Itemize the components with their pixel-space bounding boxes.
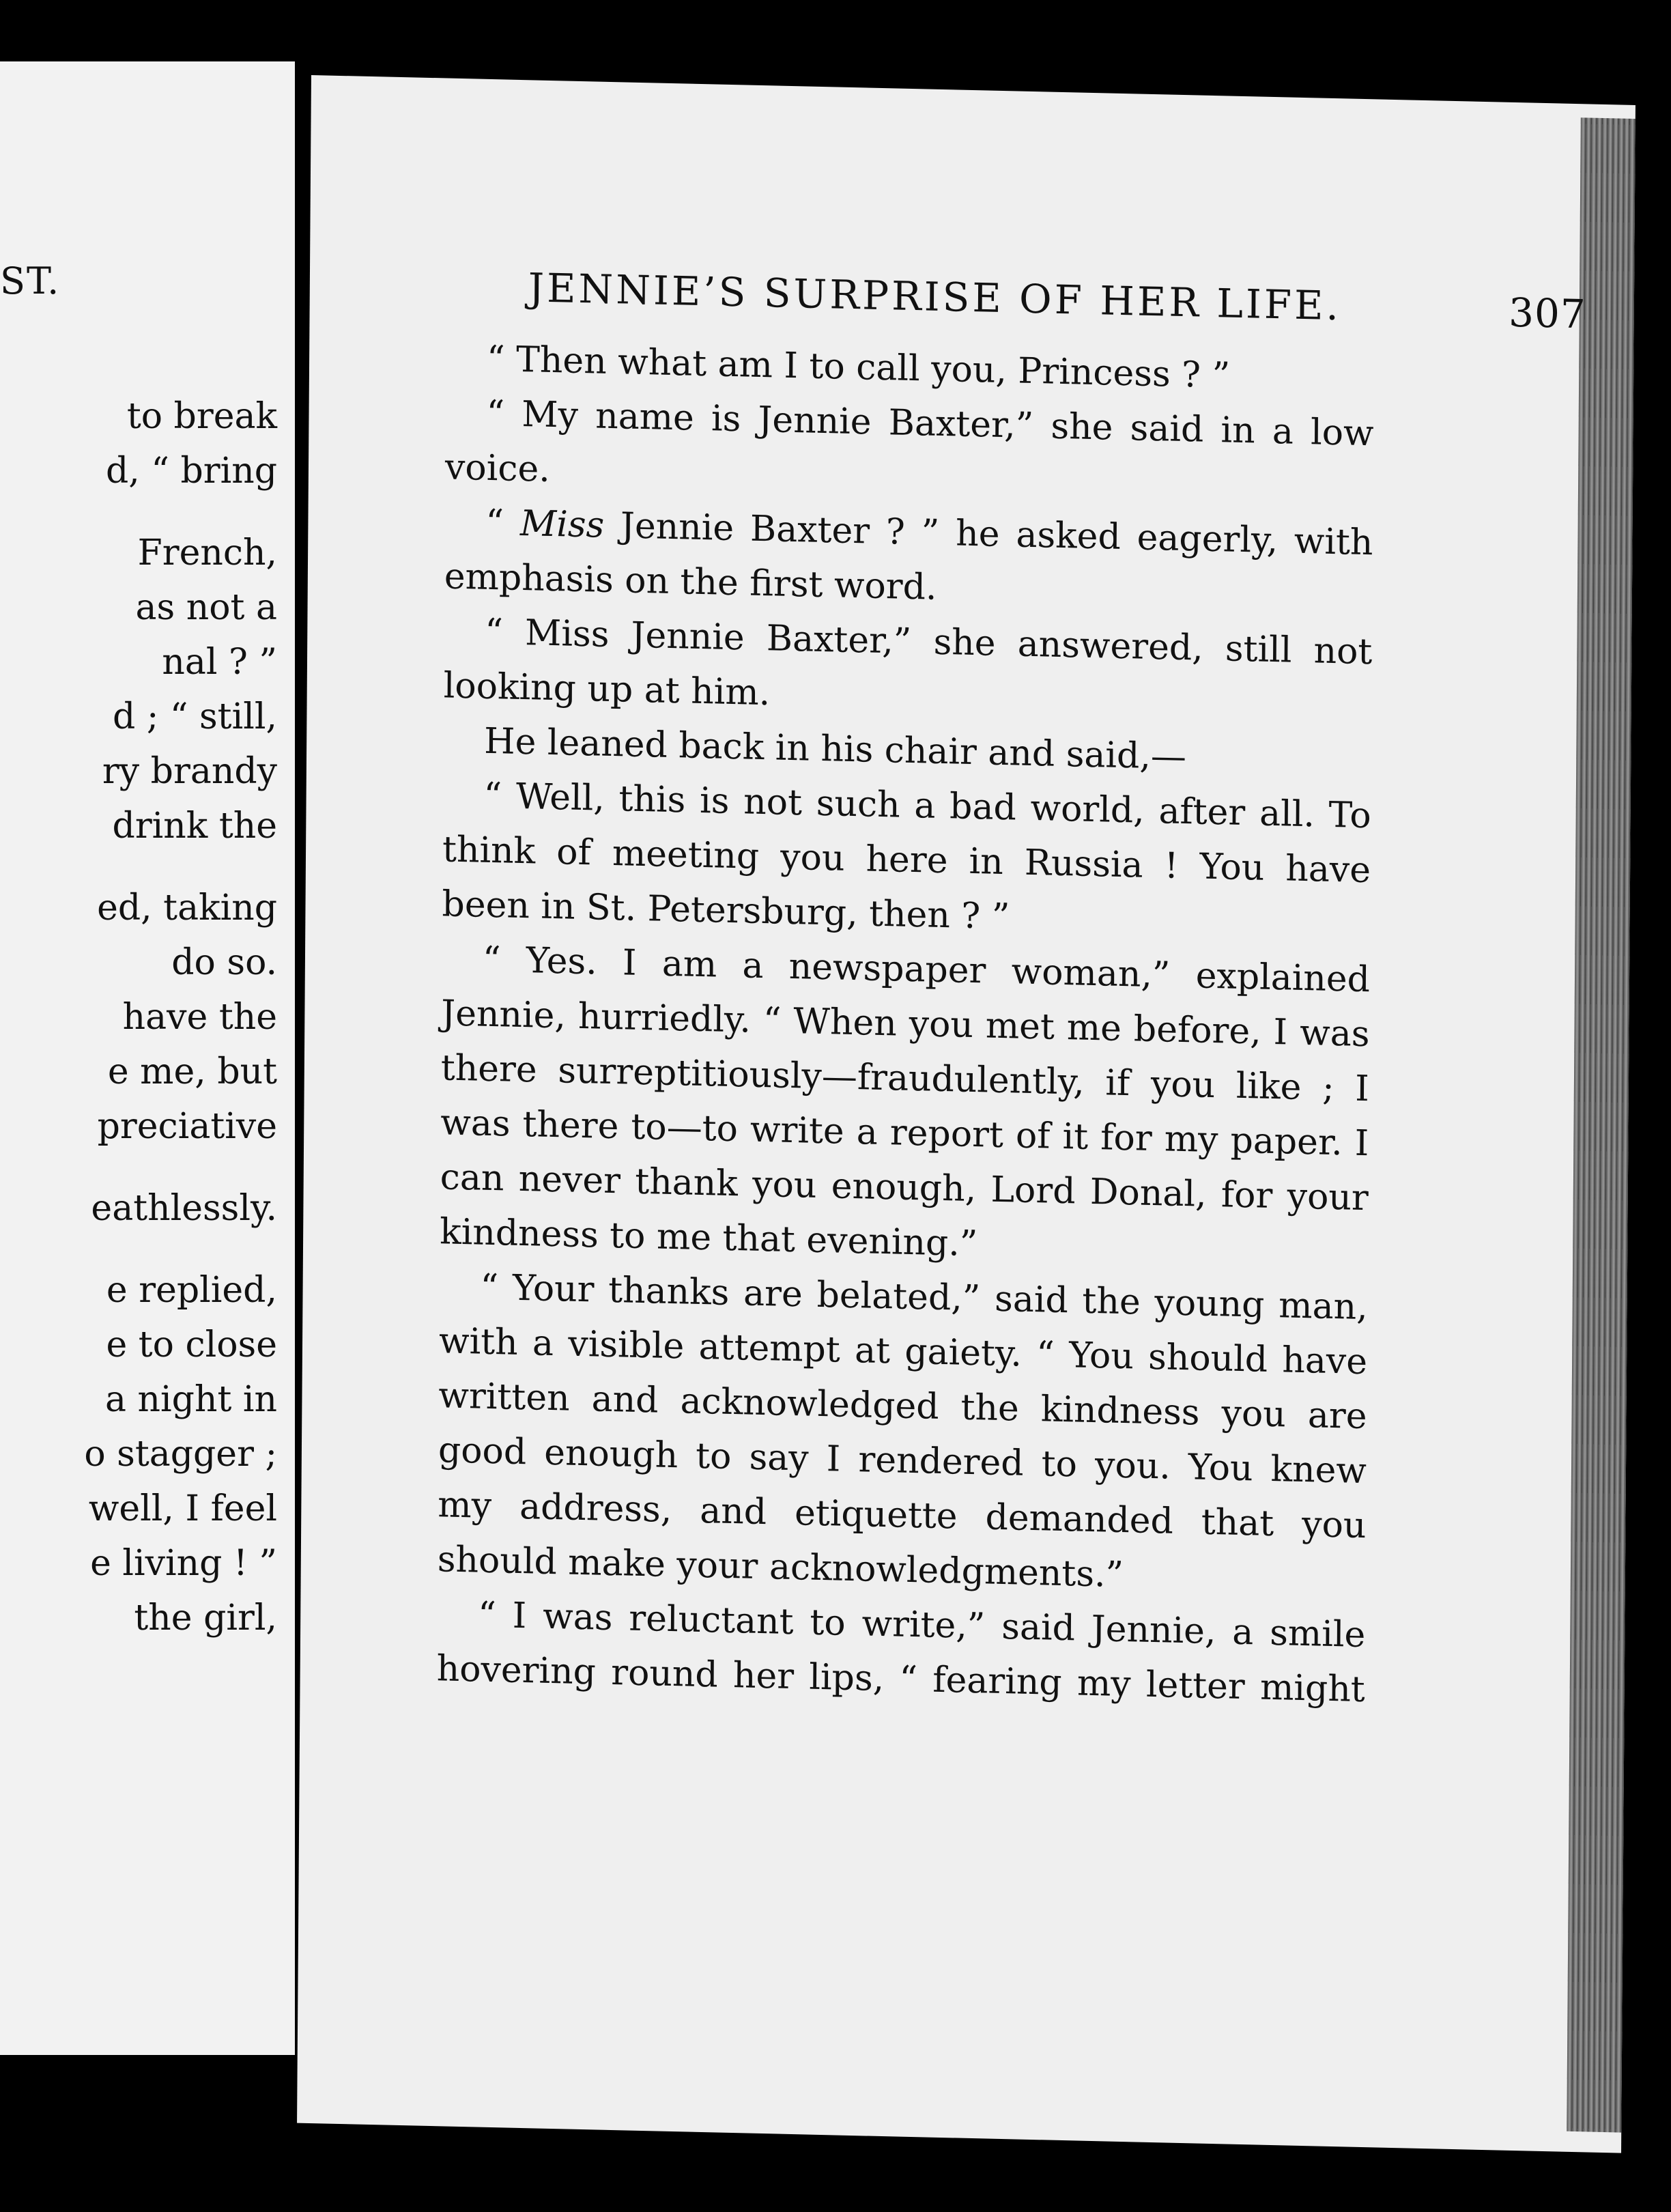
paragraph: “ Yes. I am a newspaper woman,” explained Jennie, hurriedly. “ When you met me before, I was there surreptitiously—fraudulently, if you like ; I was there to—to write a report of it for my paper. I can never thank you enough, Lord Donal, for your kindness to me that evening.” <box>439 939 1371 1265</box>
left-line: a night in <box>105 1379 277 1420</box>
left-line: o stagger ; <box>84 1434 277 1475</box>
chapter-running-title: JENNIE’S SURPRISE OF HER LIFE. <box>528 264 1342 330</box>
left-line: ed, taking <box>97 888 277 928</box>
body-text <box>436 330 1374 1717</box>
paragraph: “ My name is Jennie Baxter,” she said in a low voice. <box>444 393 1374 490</box>
running-head <box>528 264 1593 338</box>
left-line-gap <box>84 498 277 526</box>
left-line: nal ? ” <box>162 642 277 683</box>
paragraph: “ Miss Jennie Baxter,” she answered, still not looking up at him. <box>443 611 1373 714</box>
left-line: ry brandy <box>102 751 277 792</box>
right-page <box>297 75 1636 2153</box>
left-line: have the <box>122 997 277 1038</box>
left-line-gap <box>84 1154 277 1181</box>
left-running-head: ST. <box>0 259 61 302</box>
left-line: e living ! ” <box>90 1543 277 1584</box>
paragraph: “ Well, this is not such a bad world, after all. To think of meeting you here in Russia ! You have been in St. Petersburg, then ? ” <box>442 775 1371 938</box>
left-line: e replied, <box>106 1270 277 1311</box>
paragraph: “ Miss Jennie Baxter ? ” he asked eagerly, with emphasis on the first word. <box>444 502 1373 608</box>
left-line: French, <box>137 533 277 573</box>
left-line: d ; “ still, <box>113 696 277 737</box>
paragraph: “ Your thanks are belated,” said the young man, with a visible attempt at gaiety. “ You should have written and acknowledged the kindness you are good enough to say I rendered to you. You knew my address, and etiquette demanded that you should make your acknowledgments.” <box>437 1266 1368 1596</box>
left-line: e to close <box>106 1324 277 1365</box>
paragraph: “ Then what am I to call you, Princess ? ” <box>486 338 1231 397</box>
paragraph: “ I was reluctant to write,” said Jennie, a smile hovering round her lips, “ fearing my letter might <box>436 1594 1366 1711</box>
left-line: to break <box>126 396 277 437</box>
left-line: preciative <box>97 1106 277 1147</box>
page-edges <box>1567 117 1636 2132</box>
left-line: do so. <box>171 942 277 983</box>
emphasized-word: Miss <box>519 502 605 546</box>
paragraph: He leaned back in his chair and said,— <box>484 720 1187 778</box>
left-line: the girl, <box>134 1598 277 1639</box>
left-page-fragment <box>0 61 299 2055</box>
left-line-gap <box>84 1236 277 1263</box>
left-line: e me, but <box>107 1051 277 1092</box>
left-line: as not a <box>135 587 277 628</box>
left-line: well, I feel <box>88 1488 277 1529</box>
left-line: d, “ bring <box>105 451 277 492</box>
left-line: drink the <box>112 806 277 847</box>
left-line: eathlessly. <box>91 1188 277 1229</box>
left-line-gap <box>84 853 277 881</box>
page-number: 307 <box>1508 289 1587 338</box>
left-text-lines <box>84 389 277 1645</box>
